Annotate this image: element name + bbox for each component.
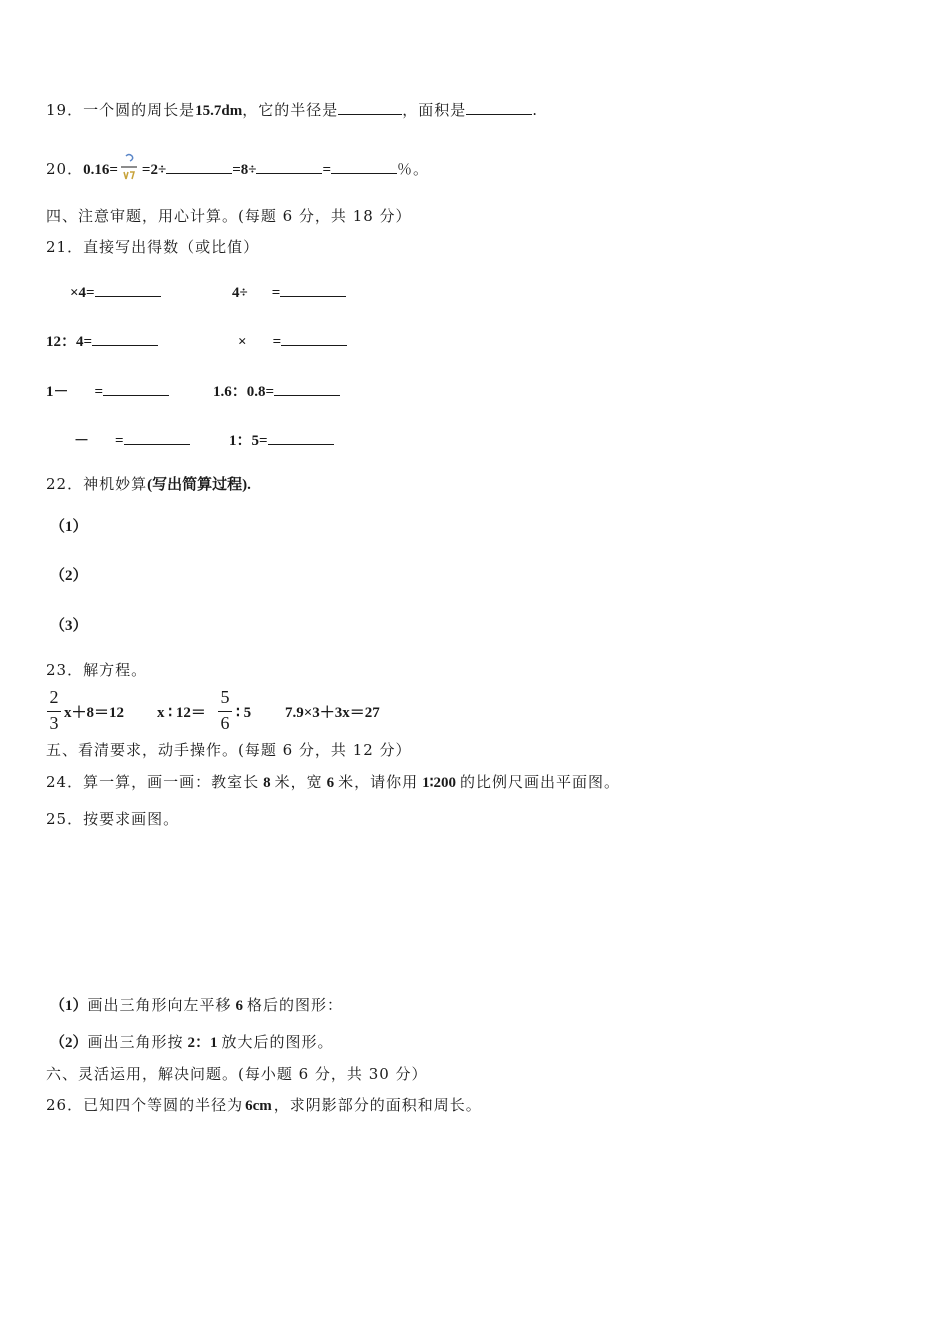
question-24: 24．算一算，画一画：教室长 8 米，宽 6 米，请你用 1∶200 的比例尺画出平面图。 xyxy=(46,773,621,791)
calc-3b: 1.6：0.8= xyxy=(213,381,340,402)
answer-blank[interactable] xyxy=(124,430,190,445)
question-26: 26．已知四个等圆的半径为 6cm ，求阴影部分的面积和周长。 xyxy=(46,1096,482,1114)
answer-blank[interactable] xyxy=(331,159,397,174)
answer-blank[interactable] xyxy=(166,159,232,174)
q25-part-1: （1）画出三角形向左平移 6 格后的图形： xyxy=(50,996,344,1014)
question-23-title: 23．解方程。 xyxy=(46,661,148,679)
answer-blank[interactable] xyxy=(268,430,334,445)
eq2-fraction-bar xyxy=(218,711,232,712)
answer-blank[interactable] xyxy=(256,159,322,174)
q22-item-3: （3） xyxy=(50,618,88,634)
eq1-fraction-bar xyxy=(47,711,61,712)
answer-blank[interactable] xyxy=(92,331,158,346)
question-25-title: 25．按要求画图。 xyxy=(46,810,180,828)
answer-blank[interactable] xyxy=(466,100,532,115)
section-5-heading: 五、看清要求，动手操作。(每题 6 分，共 12 分） xyxy=(46,741,412,759)
section-6-heading: 六、灵活运用，解决问题。(每小题 6 分，共 30 分） xyxy=(46,1065,428,1083)
answer-blank[interactable] xyxy=(274,381,340,396)
question-19: 19．一个圆的周长是15.7dm，它的半径是 ，面积是 . xyxy=(46,101,539,119)
q25-part-2: （2）画出三角形按 2：1 放大后的图形。 xyxy=(50,1033,334,1051)
calc-4a: － = xyxy=(74,430,190,451)
eq1-rest: x＋8＝12 xyxy=(64,705,125,721)
eq3: 7.9×3＋3x＝27 xyxy=(285,705,380,721)
q22-item-2: （2） xyxy=(50,568,88,584)
calc-2a: 12：4= xyxy=(46,331,158,352)
answer-blank[interactable] xyxy=(103,381,169,396)
eq1-denominator: 3 xyxy=(49,713,59,733)
question-21-title: 21．直接写出得数（或比值） xyxy=(46,238,260,256)
question-20: 20．0.16= =2÷ =8÷ = ％。 xyxy=(46,160,430,178)
eq2-rest: ∶ 5 xyxy=(236,705,252,721)
answer-blank[interactable] xyxy=(338,100,402,115)
answer-blank[interactable] xyxy=(95,282,161,297)
eq2-numerator: 5 xyxy=(220,687,230,707)
calc-1a: ×4= xyxy=(70,282,161,303)
eq1-numerator: 2 xyxy=(49,687,59,707)
fraction-image xyxy=(120,152,138,182)
calc-2b: × = xyxy=(238,331,347,352)
answer-blank[interactable] xyxy=(281,331,347,346)
calc-3a: 1－ = xyxy=(46,381,169,402)
q22-item-1: （1） xyxy=(50,519,88,535)
calc-1b: 4÷ = xyxy=(232,282,346,303)
answer-blank[interactable] xyxy=(280,282,346,297)
section-4-heading: 四、注意审题，用心计算。(每题 6 分，共 18 分） xyxy=(46,207,412,225)
calc-4b: 1：5= xyxy=(229,430,334,451)
eq2-denominator: 6 xyxy=(220,713,230,733)
question-22-title: 22．神机妙算(写出简算过程). xyxy=(46,475,251,493)
eq2-prefix: x ∶ 12＝ xyxy=(157,705,206,721)
